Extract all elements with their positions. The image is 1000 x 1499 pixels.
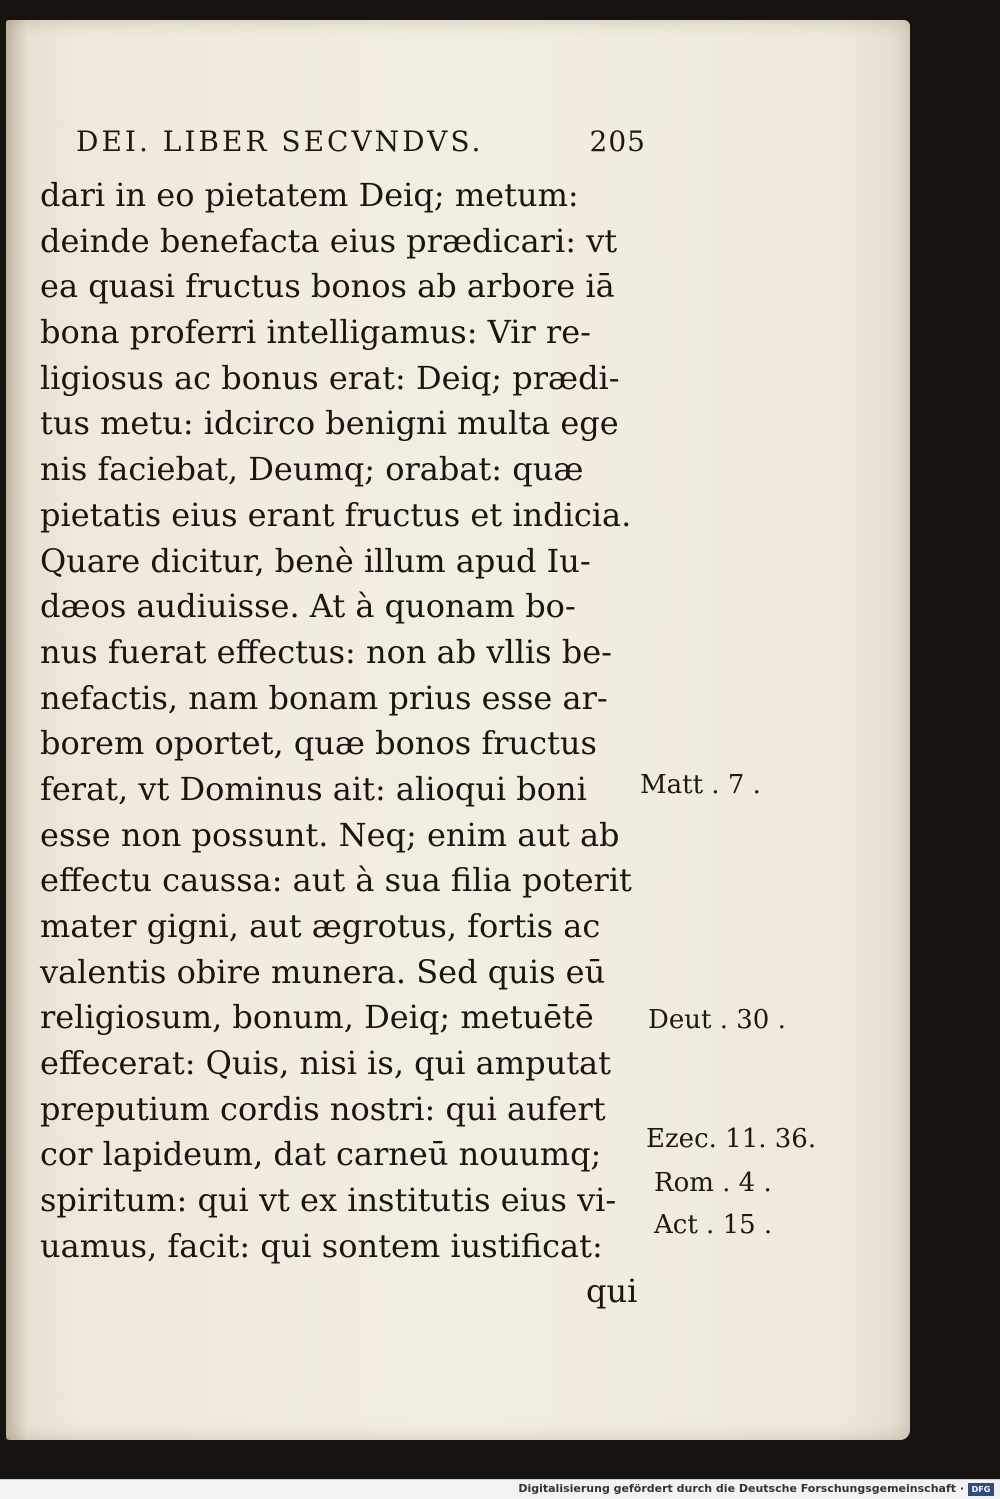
- page-number: 205: [589, 125, 646, 158]
- text-line: ferat, vt Dominus ait: alioqui boni: [40, 769, 587, 808]
- text-line: Quare dicitur, benè illum apud Iu-: [40, 541, 591, 580]
- text-line: valentis obire munera. Sed quis eū: [40, 952, 606, 991]
- margin-note-ezec: Ezec. 11. 36.: [646, 1124, 817, 1154]
- page-gutter-shadow: [6, 20, 28, 1440]
- text-line: dari in eo pietatem Deiq; metum:: [40, 176, 579, 214]
- text-line: nefactis, nam bonam prius esse ar-: [40, 678, 608, 717]
- text-line: borem oportet, quæ bonos fructus: [40, 724, 597, 763]
- text-line: dæos audiuisse. At à quonam bo-: [40, 587, 576, 626]
- text-line: ligiosus ac bonus erat: Deiq; prædi-: [40, 358, 620, 397]
- funding-credit: Digitalisierung gefördert durch die Deutsche Forschungsgemeinschaft ·: [518, 1482, 964, 1495]
- text-line: esse non possunt. Neq; enim aut ab: [40, 815, 620, 854]
- text-line: deinde benefacta eius prædicari: vt: [40, 221, 618, 260]
- text-line: uamus, facit: qui sontem iustificat:: [40, 1226, 603, 1265]
- text-line: effecerat: Quis, nisi is, qui amputat: [40, 1044, 611, 1083]
- text-line: bona proferri intelligamus: Vir re-: [40, 313, 591, 352]
- margin-note-matt: Matt . 7 .: [640, 770, 761, 800]
- margin-note-act: Act . 15 .: [654, 1210, 773, 1240]
- book-page: [6, 20, 910, 1440]
- text-line: ea quasi fructus bonos ab arbore iā: [40, 267, 615, 306]
- text-line: religiosum, bonum, Deiq; metuētē: [40, 998, 594, 1037]
- text-line: pietatis eius erant fructus et indicia.: [40, 495, 632, 534]
- text-line: mater gigni, aut ægrotus, fortis ac: [40, 907, 601, 945]
- body-text: [40, 173, 650, 1270]
- catchword: qui: [586, 1272, 638, 1310]
- margin-note-rom: Rom . 4 .: [654, 1168, 772, 1198]
- text-line: tus metu: idcirco benigni multa ege: [40, 404, 619, 443]
- footer-bar: [0, 1479, 1000, 1499]
- text-line: spiritum: qui vt ex institutis eius vi-: [40, 1181, 617, 1220]
- text-line: cor lapideum, dat carneū nouumq;: [40, 1135, 602, 1174]
- margin-note-deut: Deut . 30 .: [648, 1005, 786, 1035]
- text-line: nis faciebat, Deumq; orabat: quæ: [40, 450, 584, 489]
- text-line: effectu caussa: aut à sua filia poterit: [40, 861, 632, 900]
- running-title: DEI. LIBER SECVNDVS.: [76, 125, 484, 158]
- text-line: preputium cordis nostri: qui aufert: [40, 1089, 606, 1128]
- text-line: nus fuerat effectus: non ab vllis be-: [40, 632, 612, 671]
- dfg-logo-icon: DFG: [968, 1483, 994, 1496]
